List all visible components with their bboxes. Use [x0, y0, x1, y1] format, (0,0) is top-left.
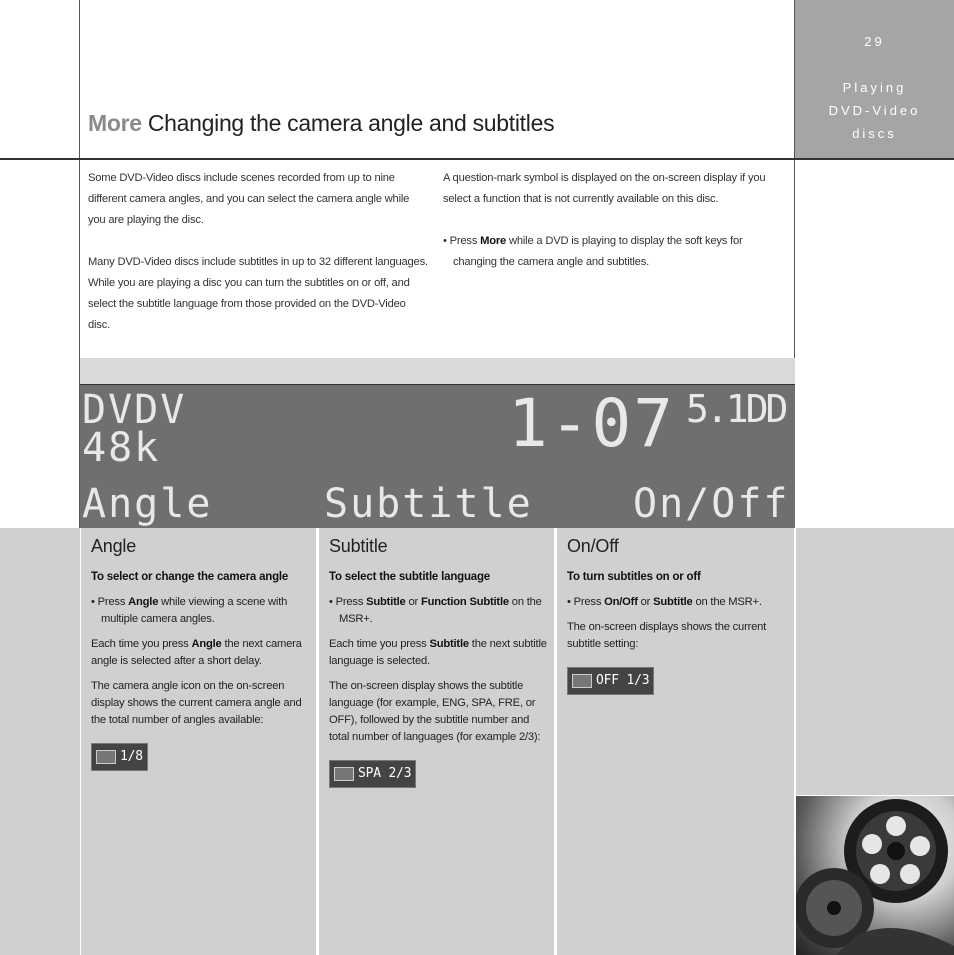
grey-band — [80, 358, 795, 385]
header-rule — [0, 158, 954, 160]
onoff-subheading: To turn subtitles on or off — [567, 571, 701, 583]
film-reel-photo — [796, 796, 954, 955]
subtitle-osd: SPA 2/3 — [329, 760, 416, 788]
intro-right — [443, 168, 783, 294]
soft-key-subtitle[interactable]: Subtitle — [324, 481, 533, 527]
angle-subheading: To select or change the camera angle — [91, 571, 289, 583]
onoff-paragraph: The on-screen displays shows the current subtitle setting: — [567, 621, 767, 650]
intro-bullet: • Press More while a DVD is playing to display the soft keys for changing the camera angle and subtitles. — [443, 235, 743, 268]
subtitle-column — [319, 528, 554, 955]
angle-column — [81, 528, 316, 955]
bottom-right-panel — [795, 528, 954, 795]
lcd-sample-rate: 48k — [82, 425, 161, 471]
film-reel-icon — [796, 796, 954, 955]
chapter-tab — [795, 0, 954, 158]
intro-paragraph: Many DVD-Video discs include subtitles in up to 32 different languages. While you are playing a disc you can turn the subtitles on or off, and select the subtitle language from those provided on the DVD-Video disc. — [88, 256, 428, 331]
soft-key-angle[interactable]: Angle — [82, 481, 213, 527]
angle-bullet: • Press Angle while viewing a scene with multiple camera angles. — [91, 596, 288, 625]
onoff-column — [557, 528, 794, 955]
onoff-osd: OFF 1/3 — [567, 667, 654, 695]
soft-key-onoff[interactable]: On/Off — [633, 481, 790, 527]
angle-heading: Angle — [91, 536, 137, 556]
angle-paragraph: Each time you press Angle the next camera angle is selected after a short delay. — [91, 638, 302, 667]
lcd-track: 1-07 — [508, 385, 675, 462]
lcd-display — [80, 385, 795, 528]
intro-paragraph: A question-mark symbol is displayed on the on-screen display if you select a function that is not currently available on this disc. — [443, 172, 766, 205]
bottom-left-panel — [0, 528, 80, 955]
subtitle-paragraph: Each time you press Subtitle the next subtitle language is selected. — [329, 638, 547, 667]
intro-paragraph: Some DVD-Video discs include scenes recorded from up to nine different camera angles, and you can select the camera angle while you are playing the disc. — [88, 172, 410, 226]
angle-paragraph: The camera angle icon on the on-screen display shows the current camera angle and the total number of angles available: — [91, 680, 302, 726]
subtitle-subheading: To select the subtitle language — [329, 571, 491, 583]
angle-osd: 1/8 — [91, 743, 148, 771]
onoff-bullet: • Press On/Off or Subtitle on the MSR+. — [567, 596, 762, 608]
page-title — [88, 110, 554, 137]
subtitle-heading: Subtitle — [329, 536, 388, 556]
intro-left — [88, 168, 428, 357]
onoff-heading: On/Off — [567, 536, 619, 556]
more-label: More — [88, 110, 142, 136]
camera-icon — [96, 750, 116, 764]
lcd-source: DVDV — [82, 387, 187, 433]
subtitle-icon — [334, 767, 354, 781]
section-label: Playing DVD-Video discs — [828, 80, 921, 141]
subtitle-icon — [572, 674, 592, 688]
subtitle-bullet: • Press Subtitle or Function Subtitle on the MSR+. — [329, 596, 542, 625]
subtitle-paragraph: The on-screen display shows the subtitle language (for example, ENG, SPA, FRE, or OFF), followed by the subtitle number and total number of languages (for example 2/3): — [329, 680, 541, 743]
page-number: 29 — [864, 34, 885, 49]
lcd-audio-format: 5.1DD — [686, 387, 786, 431]
page-title-text: Changing the camera angle and subtitles — [147, 110, 555, 136]
